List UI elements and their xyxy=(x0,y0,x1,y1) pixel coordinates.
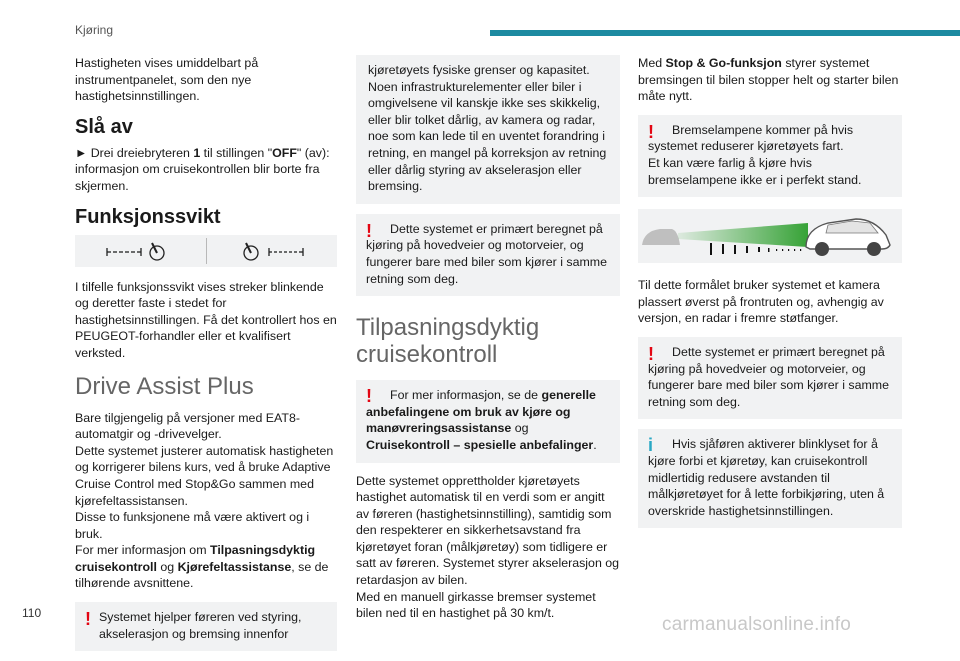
dashes-speedometer-right xyxy=(207,235,338,267)
warning-text: Bremselampene kommer på hvis systemet reduserer kjøretøyets fart. xyxy=(648,122,854,154)
sla-av-paragraph xyxy=(75,145,337,195)
column-2 xyxy=(356,55,620,632)
stop-go-paragraph xyxy=(638,55,902,105)
info-text xyxy=(366,387,610,453)
continued-warning-text: kjøretøyets fysiske grenser og kapasitet. Noen infrastrukturelementer eller biler i omgivelsene vil kanskje ikke ses skikkelig, eller blir tolket dårlig, av kamera og radar, noe som kan lede til en uventet forandring i retning, en mangel på korreksjon av retning eller dårlig styring av akselerasjon eller bremsing. xyxy=(368,63,607,194)
link-tilpasningsdyktig: Tilpasningsdyktig cruisekontroll xyxy=(75,543,316,574)
sla-av-text-b: til stillingen " xyxy=(200,145,273,160)
warning-mark-icon: ! xyxy=(648,121,654,142)
info-text-a: For mer informasjon, se de xyxy=(390,388,542,403)
p4-text-a: For mer informasjon om xyxy=(75,543,210,558)
heading-drive-assist: Drive Assist Plus xyxy=(75,372,254,400)
watermark: carmanualsonline.info xyxy=(662,614,852,635)
acc-paragraph-2: Med en manuell girkasse bremser systemet bilen ned til en hastighet på 30 km/t. xyxy=(356,589,596,621)
warning-mark-icon: ! xyxy=(366,220,372,241)
warning-mark-icon: ! xyxy=(648,343,654,364)
warning-box xyxy=(638,337,902,419)
page-number: 110 xyxy=(22,606,42,620)
info-text-d: Cruisekontroll – spesielle anbefalinger xyxy=(366,437,594,452)
drive-assist-p3: Disse to funksjonene må være aktivert og i bruk. xyxy=(75,510,310,541)
sla-av-text-c: " (av): informasjon om cruisekontrollen blir borte fra skjermen. xyxy=(75,145,330,193)
knob-number: 1 xyxy=(193,145,201,160)
stop-go-b: Stop & Go-funksjon xyxy=(665,56,782,70)
fault-display-illustration xyxy=(75,235,337,267)
p4-text-e: , se de tilhørende avsnittene. xyxy=(75,559,329,591)
header-accent-bar xyxy=(490,30,960,36)
warning-text: Systemet hjelper føreren ved styring, akselerasjon og bremsing innenfor xyxy=(99,610,302,641)
warning-text-2: Et kan være farlig å kjøre hvis bremselampene ikke er i perfekt stand. xyxy=(648,155,862,187)
info-text-e: . xyxy=(593,437,597,452)
heading-funksjonssvikt: Funksjonssvikt xyxy=(75,205,221,228)
column-1 xyxy=(75,55,337,661)
warning-text: Dette systemet er primært beregnet på kjøring på hovedveier og motorveier, og fungerer bare med biler som kjører i samme retning som deg. xyxy=(366,221,608,286)
sla-av-text-a: Drei dreiebryteren xyxy=(87,145,194,160)
section-title: Kjøring xyxy=(75,23,114,37)
info-text-b: generelle anbefalingene om bruk av kjøre og manøvreringsassistanse xyxy=(366,388,596,436)
off-label: OFF xyxy=(272,145,297,160)
car-radar-illustration xyxy=(638,209,902,263)
drive-assist-p1: Bare tilgjengelig på versjoner med EAT8-automatgir og -drivevelger. xyxy=(75,410,300,442)
drive-assist-p4 xyxy=(75,542,337,592)
intro-paragraph: Hastigheten vises umiddelbart på instrumentpanelet, som den nye hastighetsinnstillingen. xyxy=(75,56,259,104)
stop-go-a: Med xyxy=(638,56,666,70)
acc-paragraph-1: Dette systemet opprettholder kjøretøyets hastighet automatisk til en verdi som er angitt av føreren (hastighetsinnstilling), samtidig som den respekterer en sikkerhetsavstand fra kjøretøyet foran (målkjøretøy) som tidligere er satt av føreren. Systemet styrer akselerasjon og retardasjon av bilen. xyxy=(356,473,620,588)
warning-box-continued xyxy=(356,55,620,204)
warning-mark-icon: ! xyxy=(85,609,91,630)
funksjonssvikt-paragraph: I tilfelle funksjonssvikt vises streker blinkende og deretter faste i stedet for hastighetsinnstillingen. Få det kontrollert hos en PEUGEOT-forhandler eller et kvalifisert verksted. xyxy=(75,279,337,360)
link-kjorefeltassistanse: Kjørefeltassistanse xyxy=(177,559,292,574)
drive-assist-p2: Dette systemet justerer automatisk hastigheten og korrigerer bilens kurs, ved å bruke Adaptive Cruise Control med Stop&Go sammen med kjørefeltassistansen. xyxy=(75,443,334,508)
warning-text: Dette systemet er primært beregnet på kjøring på hovedveier og motorveier, og fungerer bare med biler som kjører i samme retning som deg. xyxy=(648,344,890,409)
arrow-glyph: ► xyxy=(75,145,88,160)
info-text: Hvis sjåføren aktiverer blinklyset for å kjøre forbi et kjøretøy, kan cruisekontroll midlertidig redusere avstanden til målkjøretøyet for å lette forbikjøring, uten å overskride hastighetsinnstillingen. xyxy=(648,437,885,518)
info-mark-icon: i xyxy=(648,435,654,456)
heading-sla-av: Slå av xyxy=(75,115,133,138)
p4-text-c: og xyxy=(156,559,178,574)
stop-go-c: styrer systemet bremsingen til bilen stopper helt og starter bilen måte nytt. xyxy=(638,56,899,104)
warning-mark-icon: ! xyxy=(366,386,372,407)
camera-radar-paragraph: Til dette formålet bruker systemet et kamera plassert øverst på frontruten og, avhengig av versjon, en radar i fremre støtfanger. xyxy=(638,278,884,326)
car-radar-illustration xyxy=(638,209,902,263)
warning-box xyxy=(638,115,902,197)
speedometer-dashes-icon xyxy=(105,240,175,262)
speedometer-dashes-icon xyxy=(237,240,307,262)
dashes-speedometer-left xyxy=(75,235,206,267)
info-text-c: og xyxy=(511,421,529,436)
heading-tilpasningsdyktig: Tilpasningsdyktig cruisekontroll xyxy=(356,314,540,369)
info-box xyxy=(638,429,902,528)
info-box xyxy=(356,380,620,462)
warning-box xyxy=(75,602,337,651)
warning-box xyxy=(356,214,620,296)
column-3 xyxy=(638,55,902,538)
